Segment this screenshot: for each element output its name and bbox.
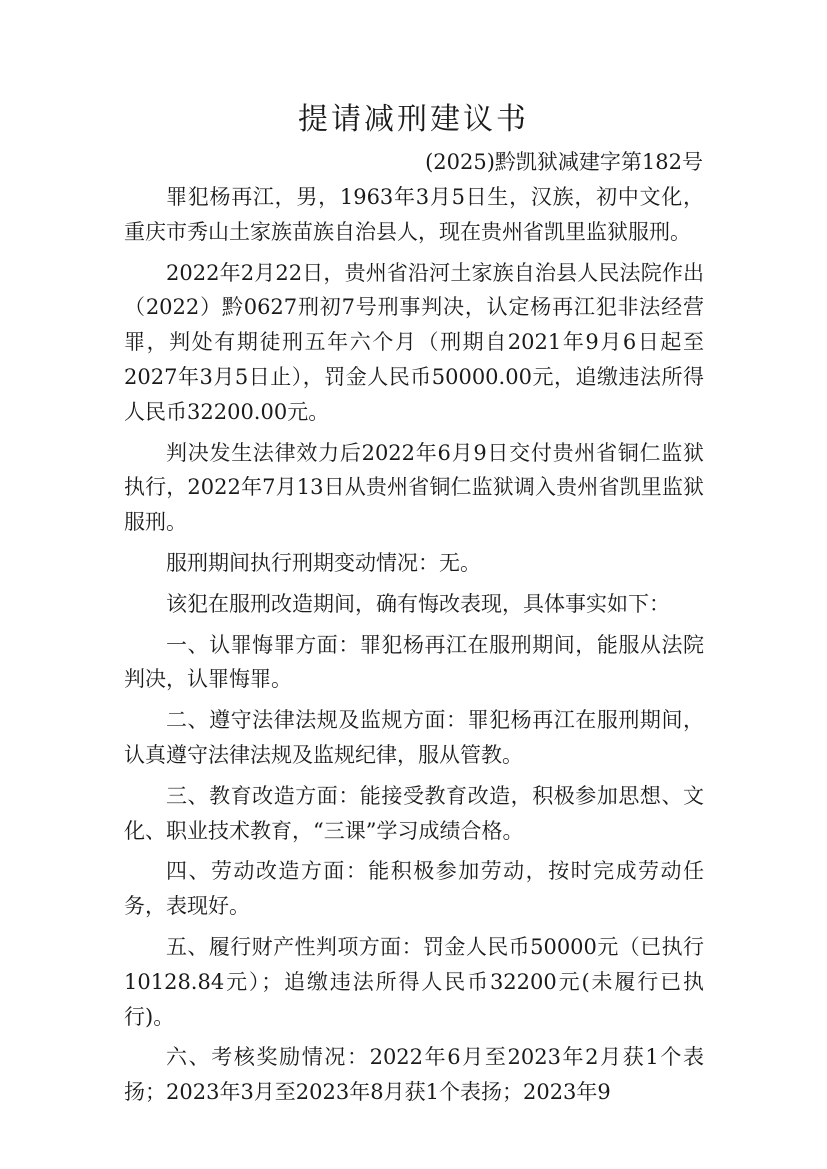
paragraph-item-3: 三、教育改造方面：能接受教育改造，积极参加思想、文化、职业技术教育，“三课”学习成绩合格。 bbox=[124, 783, 704, 843]
paragraph-item-1: 一、认罪悔罪方面：罪犯杨再江在服刑期间，能服从法院判决，认罪悔罪。 bbox=[124, 632, 704, 692]
document-number: (2025)黔凯狱减建字第182号 bbox=[425, 150, 703, 174]
paragraph-repentance-intro: 该犯在服刑改造期间，确有悔改表现，具体事实如下： bbox=[166, 591, 670, 616]
paragraph-item-4: 四、劳动改造方面：能积极参加劳动，按时完成劳动任务，表现好。 bbox=[124, 859, 704, 919]
paragraph-item-2: 二、遵守法律法规及监规方面：罪犯杨再江在服刑期间，认真遵守法律法规及监规纪律，服从管教。 bbox=[124, 708, 704, 767]
document-title: 提请减刑建议书 bbox=[298, 102, 529, 137]
paragraph-sentence-change: 服刑期间执行刑期变动情况：无。 bbox=[166, 550, 481, 575]
paragraph-item-5: 五、履行财产性判项方面：罚金人民币50000元（已执行10128.84元）；追缴违法所得人民币32200元(未履行已执行)。 bbox=[124, 934, 704, 1029]
paragraph-item-6: 六、考核奖励情况：2022年6月至2023年2月获1个表扬；2023年3月至2023年8月获1个表扬；2023年9 bbox=[124, 1045, 704, 1105]
paragraph-basic-info: 罪犯杨再江，男，1963年3月5日生，汉族，初中文化，重庆市秀山土家族苗族自治县人，现在贵州省凯里监狱服刑。 bbox=[124, 185, 704, 244]
paragraph-judgment: 2022年2月22日，贵州省沿河土家族自治县人民法院作出（2022）黔0627刑初7号刑事判决，认定杨再江犯非法经营罪，判处有期徒刑五年六个月（刑期自2021年9月6日起至2027年3月5日止），罚金人民币50000.00元，追缴违法所得人民币32200.00元。 bbox=[124, 260, 704, 424]
document-body bbox=[124, 180, 704, 1110]
paragraph-transfer: 判决发生法律效力后2022年6月9日交付贵州省铜仁监狱执行，2022年7月13日从贵州省铜仁监狱调入贵州省凯里监狱服刑。 bbox=[124, 440, 704, 535]
